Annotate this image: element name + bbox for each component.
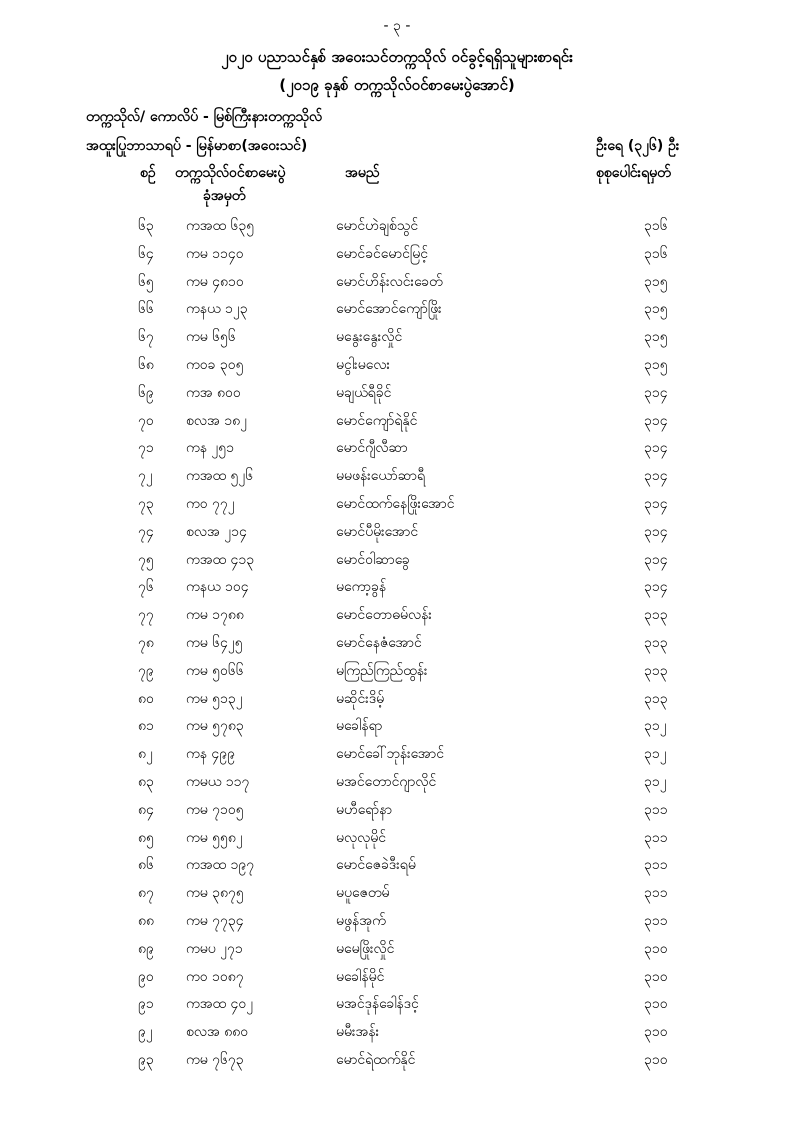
roll-number: ကဝ ၇၇၂	[186, 495, 235, 512]
table-row	[0, 434, 794, 462]
total-score: ၃၁၄	[644, 495, 668, 512]
roll-number: ကန ၄၉၉	[186, 746, 236, 763]
row-number: ၇၈	[138, 634, 154, 651]
results-list	[0, 212, 794, 1074]
row-number: ၇၄	[138, 523, 154, 540]
table-row	[0, 851, 794, 879]
roll-number: ကမ ၅၀၆၆	[186, 662, 244, 679]
total-score: ၃၁၄	[644, 468, 668, 485]
header-name: အမည်	[345, 165, 380, 181]
document-subtitle: (၂၀၁၉ ခုနှစ် တက္ကသိုလ်ဝင်စာမေးပွဲအောင်)	[279, 76, 515, 94]
roll-number: စလအ ၁၈၂	[186, 412, 248, 429]
total-score: ၃၁၃	[644, 662, 668, 679]
table-row	[0, 212, 794, 240]
row-number: ၈၀	[138, 690, 154, 707]
row-number: ၈၄	[138, 801, 154, 818]
table-row	[0, 685, 794, 713]
total-score: ၃၁၁	[644, 857, 668, 874]
row-number: ၈၆	[138, 857, 154, 874]
total-score: ၃၁၂	[644, 718, 667, 735]
student-name: မခေါန်မိုင်	[336, 968, 385, 985]
student-name: မနွေးနွေးလှိုင်	[336, 329, 403, 346]
roll-number: ကမ ၆၄၂၅	[186, 634, 243, 651]
table-row	[0, 629, 794, 657]
total-score: ၃၁၁	[644, 801, 668, 818]
total-score: ၃၁၄	[644, 412, 668, 429]
row-number: ၆၄	[138, 245, 154, 262]
table-row	[0, 295, 794, 323]
student-name: မောင်ခင်မောင်မြင့်	[336, 245, 428, 262]
roll-number: ကမယ ၁၁၇	[186, 773, 250, 790]
student-name: မောင်ထက်နေဖြိုးအောင်	[336, 495, 455, 512]
header-score: စုစုပေါင်းရမှတ်	[596, 165, 671, 181]
roll-number: ကမ ၃၈၇၅	[186, 885, 244, 902]
row-number: ၇၀	[138, 412, 154, 429]
total-score: ၃၁၆	[644, 245, 668, 262]
row-number: ၈၇	[138, 885, 154, 902]
roll-number: ကဝ ၁၀၈၇	[186, 968, 244, 985]
total-score: ၃၁၁	[644, 885, 668, 902]
student-name: မဆိုင်းဒိမ့်	[336, 690, 385, 707]
table-row	[0, 1018, 794, 1046]
roll-number: ကမ ၇၁၀၅	[186, 801, 244, 818]
student-name: မပူဇေတမ်	[336, 885, 390, 902]
roll-number: ကမ ၇၇၃၄	[186, 912, 244, 929]
total-score: ၃၁၅	[644, 273, 668, 290]
roll-number: စလအ ၂၁၄	[186, 523, 247, 540]
table-row	[0, 351, 794, 379]
table-row	[0, 712, 794, 740]
row-number: ၈၃	[138, 773, 154, 790]
table-row	[0, 796, 794, 824]
table-row	[0, 740, 794, 768]
roll-number: ကမ ၄၈၁၀	[186, 273, 244, 290]
table-row	[0, 407, 794, 435]
total-score: ၃၁၄	[644, 579, 668, 596]
student-name: မမဖန်းယော်ဆာရီ	[336, 468, 426, 485]
row-number: ၆၅	[138, 273, 154, 290]
student-name: မောင်ဝါဆာခွေ	[336, 551, 410, 568]
row-number: ၇၇	[138, 607, 154, 624]
total-score: ၃၁၆	[644, 218, 668, 234]
student-name: မချယ်ရီခိုင်	[336, 384, 392, 401]
roll-number: စလအ ၈၈၀	[186, 1024, 249, 1041]
table-row	[0, 601, 794, 629]
roll-number: ကအထ ၁၉၇	[186, 857, 255, 874]
table-row	[0, 240, 794, 268]
table-row	[0, 768, 794, 796]
roll-number: ကမ ၅၅၈၂	[186, 829, 243, 846]
total-score: ၃၁၃	[644, 690, 668, 707]
student-name: မလုလုမိုင်	[336, 829, 387, 846]
total-score: ၃၁၄	[644, 384, 668, 401]
row-number: ၉၁	[138, 996, 154, 1013]
row-number: ၈၁	[138, 718, 154, 735]
row-number: ၆၃	[138, 218, 154, 234]
table-row	[0, 990, 794, 1018]
row-number: ၈၅	[138, 829, 154, 846]
table-row	[0, 963, 794, 991]
roll-number: ကအထ ၆၃၅	[186, 218, 255, 234]
roll-number: ကမ ၆၅၆	[186, 329, 236, 346]
table-row	[0, 907, 794, 935]
table-row	[0, 323, 794, 351]
total-score: ၃၁၅	[644, 301, 668, 318]
row-number: ၆၆	[138, 301, 154, 318]
header-roll-line2: ခုံအမှတ်	[203, 188, 246, 204]
total-score: ၃၁၂	[644, 773, 667, 790]
university-line: တက္ကသိုလ်/ ကောလိပ် - မြစ်ကြီးနားတက္ကသိုလ်	[86, 109, 323, 125]
major-line: အထူးပြုဘာသာရပ် - မြန်မာစာ(အဝေးသင်)	[86, 138, 308, 154]
table-row	[0, 518, 794, 546]
table-row	[0, 379, 794, 407]
roll-number: ကမ ၇၆၇၃	[186, 1051, 244, 1068]
roll-number: ကဝခ ၃၀၅	[186, 356, 244, 373]
student-name: မကော့ခွန်	[336, 579, 387, 596]
total-score: ၃၁၀	[644, 1051, 668, 1068]
roll-number: ကမပ ၂၇၁	[186, 940, 243, 957]
total-score: ၃၁၀	[644, 996, 668, 1013]
row-number: ၈၈	[138, 912, 154, 929]
document-title: ၂၀၂၀ ပညာသင်နှစ် အဝေးသင်တက္ကသိုလ် ဝင်ခွင့်ရရှိသူများစာရင်း	[221, 48, 573, 66]
row-number: ၈၂	[138, 746, 153, 763]
header-no: စဉ်	[140, 165, 156, 181]
row-number: ၇၉	[138, 662, 154, 679]
student-name: မအင်တောင်ဂျာလိုင်	[336, 773, 437, 790]
row-number: ၇၅	[138, 551, 154, 568]
total-score: ၃၁၅	[644, 356, 668, 373]
page-number: - ၃ -	[383, 18, 411, 34]
student-name: မောင်နေဇံအောင်	[336, 634, 422, 651]
row-number: ၇၆	[138, 579, 154, 596]
student-name: မောင်ရဲထက်နိုင်	[336, 1051, 416, 1068]
student-name: မောင်တောဓမ်လန်း	[336, 607, 432, 624]
table-row	[0, 490, 794, 518]
row-number: ၉၂	[138, 1024, 153, 1041]
student-name: မခေါန်ရာ	[336, 718, 383, 735]
total-score: ၃၁၂	[644, 746, 667, 763]
row-number: ၉၃	[138, 1051, 154, 1068]
roll-number: ကမ ၁၇၈၈	[186, 607, 244, 624]
row-number: ၇၂	[138, 468, 153, 485]
student-name: မငွါးမလေး	[336, 356, 391, 373]
roll-number: ကန ၂၅၁	[186, 440, 235, 457]
student-name: မောင်ခေါ်ဘုန်းအောင်	[336, 746, 445, 763]
roll-number: ကအ ၈၀၀	[186, 384, 241, 401]
student-name: မအင်ဒုန်ခေါန်ဒင့်	[336, 996, 419, 1013]
row-number: ၇၁	[138, 440, 154, 457]
row-number: ၆၇	[138, 329, 154, 346]
table-row	[0, 573, 794, 601]
roll-number: ကမ ၅၁၃၂	[186, 690, 243, 707]
roll-number: ကအထ ၄၁၃	[186, 551, 255, 568]
roll-number: ကမ ၅၇၈၃	[186, 718, 244, 735]
table-row	[0, 657, 794, 685]
total-score: ၃၁၄	[644, 551, 668, 568]
row-number: ၇၃	[138, 495, 154, 512]
student-name: မမီးအန်း	[336, 1024, 380, 1041]
student-name: မောင်ကျော်ရဲနိုင်	[336, 412, 418, 429]
table-row	[0, 1046, 794, 1074]
student-name: မောင်ပီမိုးအောင်	[336, 523, 419, 540]
row-number: ၆၈	[138, 356, 154, 373]
table-row	[0, 879, 794, 907]
total-score: ၃၁၃	[644, 634, 668, 651]
total-score: ၃၁၀	[644, 968, 668, 985]
total-score: ၃၁၀	[644, 1024, 668, 1041]
table-row	[0, 462, 794, 490]
row-number: ၆၉	[138, 384, 154, 401]
total-score: ၃၁၃	[644, 607, 668, 624]
table-row	[0, 268, 794, 296]
student-name: မကြည်ကြည်ထွန်း	[336, 662, 428, 679]
student-name: မောင်ဟဲချစ်သွင်	[336, 218, 419, 234]
roll-number: ကနယ ၁၂၃	[186, 301, 248, 318]
roll-number: ကမ ၁၁၄၀	[186, 245, 244, 262]
roll-number: ကအထ ၅၂၆	[186, 468, 254, 485]
total-score: ၃၁၁	[644, 912, 668, 929]
row-number: ၉၀	[138, 968, 154, 985]
student-name: မောင်အောင်ကျော်ဖြိုး	[336, 301, 442, 318]
header-roll: တက္ကသိုလ်ဝင်စာမေးပွဲ	[175, 165, 286, 181]
total-score: ၃၁၀	[644, 940, 668, 957]
student-name: မမေဖြိုးလှိုင်	[336, 940, 395, 957]
total-score: ၃၁၅	[644, 329, 668, 346]
total-score: ၃၁၄	[644, 440, 668, 457]
row-number: ၈၉	[138, 940, 154, 957]
total-score: ၃၁၄	[644, 523, 668, 540]
table-row	[0, 824, 794, 852]
table-row	[0, 935, 794, 963]
roll-number: ကအထ ၄၀၂	[186, 996, 254, 1013]
roll-number: ကနယ ၁၀၄	[186, 579, 249, 596]
student-name: မောင်ဟိန်းလင်းခေတ်	[336, 273, 443, 290]
total-score: ၃၁၁	[644, 829, 668, 846]
table-row	[0, 546, 794, 574]
student-name: မောင်ဇေခဲဒီးရမ်	[336, 857, 416, 874]
student-name: မဟီရော်နာ	[336, 801, 393, 818]
count-line: ဦးရေ (၃၂၆) ဦး	[596, 138, 680, 154]
student-name: မဖွန်အုက်	[336, 912, 386, 929]
student-name: မောင်ဂျီလီဆာ	[336, 440, 408, 457]
